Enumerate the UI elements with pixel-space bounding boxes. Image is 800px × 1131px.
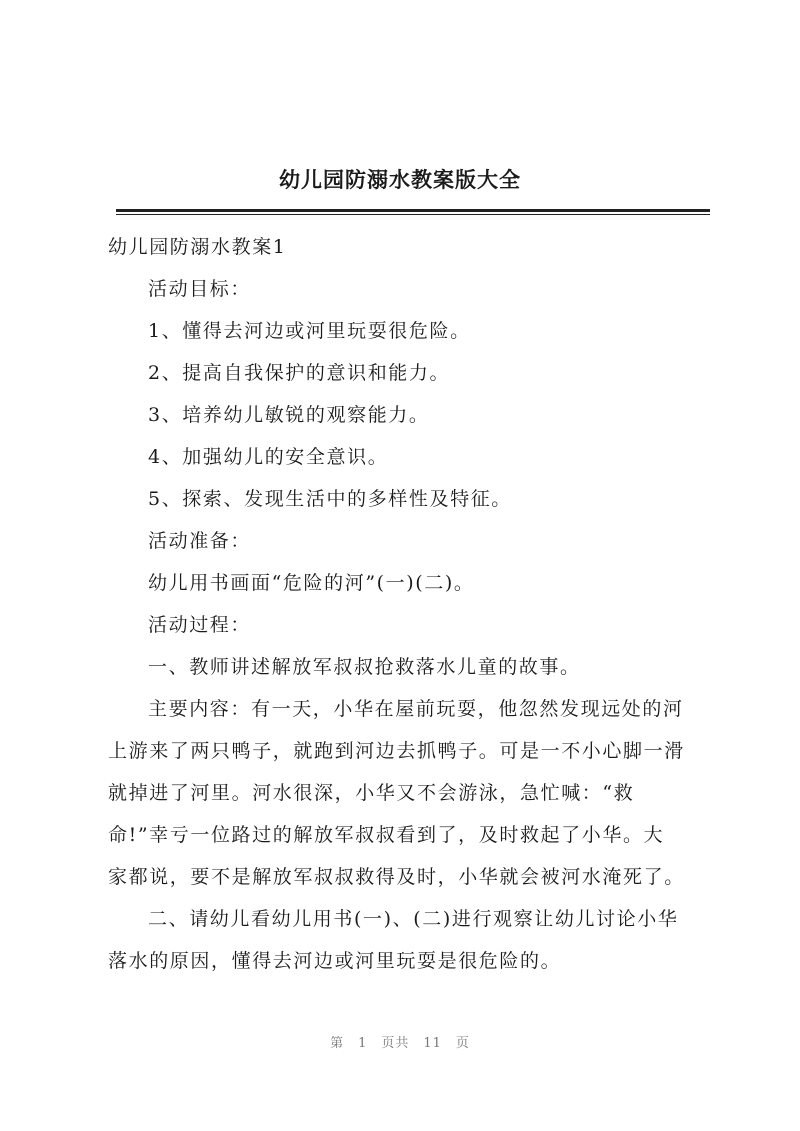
text-line: 上游来了两只鸭子，就跑到河边去抓鸭子。可是一不小心脚一滑 — [108, 740, 685, 762]
title-divider-thin — [116, 214, 710, 215]
text-line: 落水的原因，懂得去河边或河里玩耍是很危险的。 — [108, 950, 562, 972]
text-line: 二、请幼儿看幼儿用书(一)、(二)进行观察让幼儿讨论小华 — [148, 908, 679, 930]
title-divider — [116, 209, 710, 212]
text-line: 幼儿用书画面“危险的河”(一)(二)。 — [148, 572, 475, 594]
text-line: 就掉进了河里。河水很深，小华又不会游泳，急忙喊：“救 — [108, 782, 635, 804]
footer-suffix: 页 — [455, 1036, 470, 1051]
footer-prefix: 第 — [330, 1036, 345, 1051]
text-line: 4、加强幼儿的安全意识。 — [148, 446, 389, 468]
section-heading: 幼儿园防溺水教案1 — [108, 236, 287, 258]
text-line: 主要内容：有一天，小华在屋前玩耍，他忽然发现远处的河 — [148, 698, 684, 720]
text-line: 活动准备： — [148, 530, 252, 552]
page-title: 幼儿园防溺水教案版大全 — [279, 168, 521, 192]
footer-total-pages: 11 — [423, 1036, 442, 1051]
text-line: 命!”幸亏一位路过的解放军叔叔看到了，及时救起了小华。大 — [108, 824, 665, 846]
footer-page-number: 1 — [358, 1036, 368, 1051]
footer-middle: 页共 — [381, 1036, 410, 1051]
text-line: 1、懂得去河边或河里玩耍很危险。 — [148, 320, 471, 342]
text-line: 活动过程： — [148, 614, 252, 636]
text-line: 家都说，要不是解放军叔叔救得及时，小华就会被河水淹死了。 — [108, 866, 685, 888]
text-line: 2、提高自我保护的意识和能力。 — [148, 362, 451, 384]
text-line: 活动目标： — [148, 278, 252, 300]
text-line: 3、培养幼儿敏锐的观察能力。 — [148, 404, 430, 426]
page-footer — [0, 1032, 800, 1051]
text-line: 一、教师讲述解放军叔叔抢救落水儿童的故事。 — [148, 656, 581, 678]
text-line: 5、探索、发现生活中的多样性及特征。 — [148, 488, 512, 510]
